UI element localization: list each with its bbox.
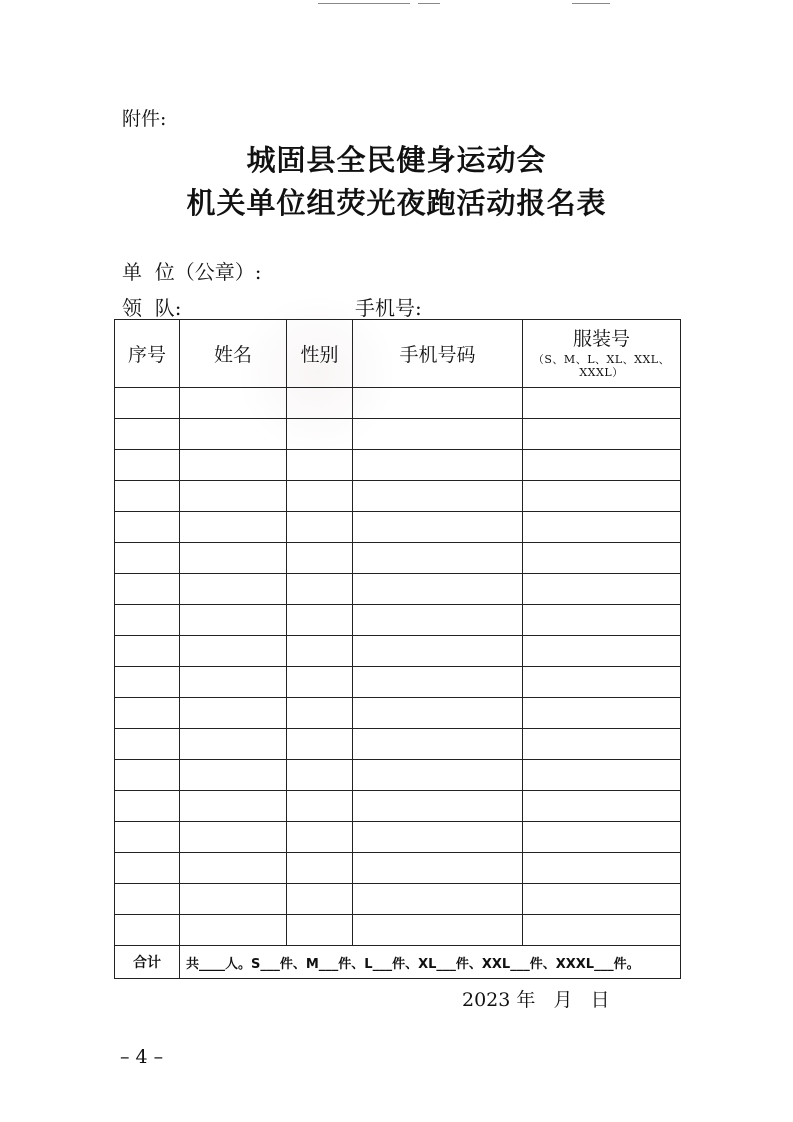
header-clothing-size (523, 320, 681, 388)
cell-size[interactable] (523, 419, 681, 450)
cell-gender[interactable] (287, 698, 353, 729)
cell-mobile[interactable] (353, 667, 523, 698)
cell-seq[interactable] (115, 822, 180, 853)
table-row (115, 605, 681, 636)
cell-mobile[interactable] (353, 729, 523, 760)
cell-seq[interactable] (115, 636, 180, 667)
cell-gender[interactable] (287, 605, 353, 636)
page-number: – 4 – (120, 1046, 164, 1068)
header-gender: 性别 (287, 320, 353, 388)
cell-name[interactable] (180, 667, 287, 698)
cell-seq[interactable] (115, 853, 180, 884)
cell-size[interactable] (523, 822, 681, 853)
cell-name[interactable] (180, 698, 287, 729)
table-row (115, 543, 681, 574)
cell-mobile[interactable] (353, 915, 523, 946)
cell-mobile[interactable] (353, 884, 523, 915)
document-title-line-2: 机关单位组荧光夜跑活动报名表 (186, 186, 607, 220)
cell-gender[interactable] (287, 853, 353, 884)
cell-seq[interactable] (115, 667, 180, 698)
cell-seq[interactable] (115, 450, 180, 481)
table-row (115, 667, 681, 698)
table-row (115, 822, 681, 853)
cell-gender[interactable] (287, 388, 353, 419)
cell-seq[interactable] (115, 512, 180, 543)
cell-mobile[interactable] (353, 388, 523, 419)
cell-size[interactable] (523, 605, 681, 636)
cell-name[interactable] (180, 791, 287, 822)
cell-seq[interactable] (115, 388, 180, 419)
cell-size[interactable] (523, 636, 681, 667)
header-mobile: 手机号码 (353, 320, 523, 388)
cell-size[interactable] (523, 388, 681, 419)
cell-mobile[interactable] (353, 543, 523, 574)
table-row (115, 915, 681, 946)
table-row (115, 450, 681, 481)
table-row (115, 698, 681, 729)
cell-name[interactable] (180, 388, 287, 419)
registration-table (114, 319, 681, 979)
cell-mobile[interactable] (353, 574, 523, 605)
cell-name[interactable] (180, 512, 287, 543)
cell-mobile[interactable] (353, 698, 523, 729)
cell-size[interactable] (523, 481, 681, 512)
table-row (115, 853, 681, 884)
cell-gender[interactable] (287, 884, 353, 915)
document-title-line-1: 城固县全民健身运动会 (246, 143, 547, 177)
table-row (115, 574, 681, 605)
cell-name[interactable] (180, 636, 287, 667)
scan-edge-marks (0, 3, 793, 7)
cell-size[interactable] (523, 450, 681, 481)
cell-seq[interactable] (115, 543, 180, 574)
table-row (115, 481, 681, 512)
table-row (115, 791, 681, 822)
cell-gender[interactable] (287, 667, 353, 698)
cell-name[interactable] (180, 543, 287, 574)
cell-size[interactable] (523, 667, 681, 698)
phone-number-label: 手机号: (355, 296, 422, 320)
total-label: 合计 (115, 946, 180, 979)
cell-seq[interactable] (115, 791, 180, 822)
table-row (115, 760, 681, 791)
date-line: 2023 年 月 日 (462, 989, 610, 1011)
attachment-label: 附件: (122, 108, 167, 130)
header-name: 姓名 (180, 320, 287, 388)
table-row (115, 388, 681, 419)
cell-mobile[interactable] (353, 605, 523, 636)
cell-mobile[interactable] (353, 450, 523, 481)
header-size-options: （S、M、L、XL、XXL、XXXL） (532, 352, 671, 379)
header-size-title: 服装号 (572, 327, 630, 350)
cell-gender[interactable] (287, 760, 353, 791)
cell-name[interactable] (180, 884, 287, 915)
total-row (115, 946, 681, 979)
cell-gender[interactable] (287, 915, 353, 946)
cell-size[interactable] (523, 512, 681, 543)
cell-size[interactable] (523, 884, 681, 915)
cell-size[interactable] (523, 543, 681, 574)
cell-name[interactable] (180, 915, 287, 946)
cell-gender[interactable] (287, 512, 353, 543)
cell-mobile[interactable] (353, 636, 523, 667)
table-row (115, 636, 681, 667)
cell-size[interactable] (523, 574, 681, 605)
cell-mobile[interactable] (353, 822, 523, 853)
unit-seal-label: 单 位（公章）: (122, 260, 262, 284)
cell-size[interactable] (523, 853, 681, 884)
cell-name[interactable] (180, 853, 287, 884)
cell-gender[interactable] (287, 419, 353, 450)
table-row (115, 512, 681, 543)
team-leader-label: 领 队: (122, 296, 182, 320)
cell-size[interactable] (523, 729, 681, 760)
cell-name[interactable] (180, 481, 287, 512)
table-row (115, 419, 681, 450)
cell-gender[interactable] (287, 636, 353, 667)
cell-name[interactable] (180, 822, 287, 853)
cell-gender[interactable] (287, 822, 353, 853)
cell-seq[interactable] (115, 760, 180, 791)
cell-mobile[interactable] (353, 481, 523, 512)
cell-seq[interactable] (115, 884, 180, 915)
cell-name[interactable] (180, 419, 287, 450)
cell-gender[interactable] (287, 729, 353, 760)
cell-name[interactable] (180, 450, 287, 481)
cell-seq[interactable] (115, 574, 180, 605)
cell-size[interactable] (523, 760, 681, 791)
header-seq: 序号 (115, 320, 180, 388)
cell-seq[interactable] (115, 419, 180, 450)
table-row (115, 884, 681, 915)
cell-gender[interactable] (287, 481, 353, 512)
cell-mobile[interactable] (353, 419, 523, 450)
table-header-row (115, 320, 681, 388)
cell-mobile[interactable] (353, 512, 523, 543)
table-row (115, 729, 681, 760)
cell-size[interactable] (523, 698, 681, 729)
cell-name[interactable] (180, 574, 287, 605)
cell-seq[interactable] (115, 605, 180, 636)
cell-seq[interactable] (115, 698, 180, 729)
cell-gender[interactable] (287, 791, 353, 822)
cell-size[interactable] (523, 915, 681, 946)
cell-gender[interactable] (287, 574, 353, 605)
cell-mobile[interactable] (353, 760, 523, 791)
cell-gender[interactable] (287, 450, 353, 481)
total-summary[interactable]: 共____人。S___件、M___件、L___件、XL___件、XXL___件、XXXL___件。 (180, 946, 681, 979)
cell-gender[interactable] (287, 543, 353, 574)
cell-size[interactable] (523, 791, 681, 822)
cell-mobile[interactable] (353, 853, 523, 884)
cell-name[interactable] (180, 760, 287, 791)
cell-name[interactable] (180, 605, 287, 636)
cell-seq[interactable] (115, 915, 180, 946)
cell-seq[interactable] (115, 481, 180, 512)
cell-mobile[interactable] (353, 791, 523, 822)
cell-seq[interactable] (115, 729, 180, 760)
cell-name[interactable] (180, 729, 287, 760)
